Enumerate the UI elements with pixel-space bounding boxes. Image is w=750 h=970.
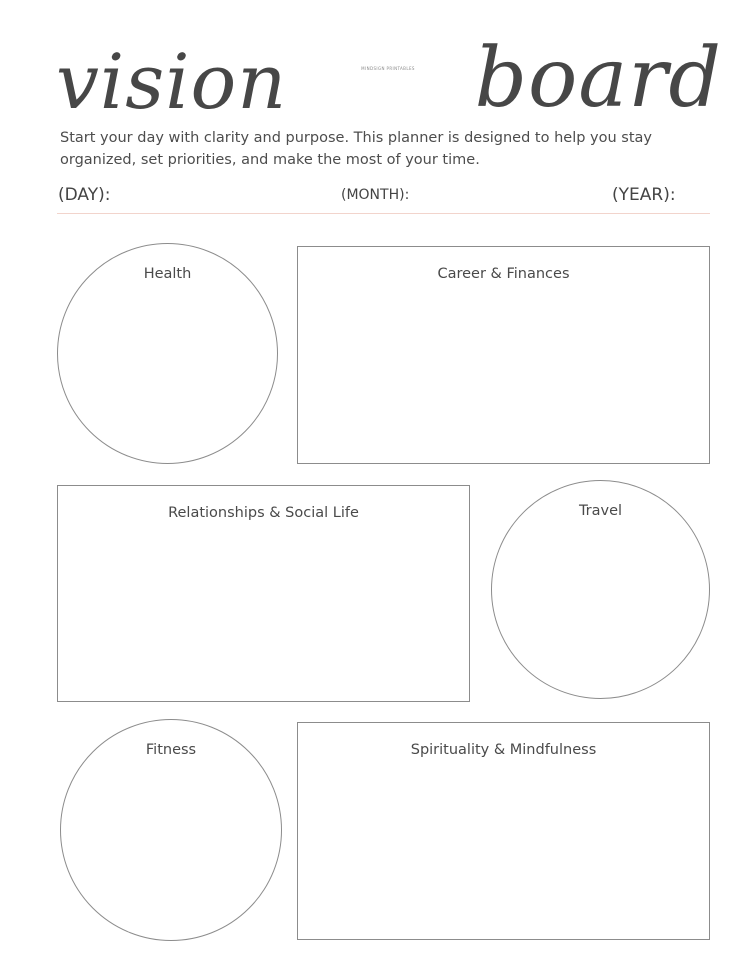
intro-text: Start your day with clarity and purpose. This planner is designed to help you stay organized, set priorities, and make the most of your time.	[60, 130, 652, 168]
fitness-circle	[60, 719, 282, 941]
year-field-label: (YEAR):	[612, 185, 676, 205]
day-field-label: (DAY):	[58, 185, 111, 205]
spirituality-label: Spirituality & Mindfulness	[410, 742, 597, 758]
health-label: Health	[143, 266, 192, 282]
career-finances-label: Career & Finances	[437, 266, 570, 282]
career-finances-box	[297, 246, 710, 464]
title-vision: vision	[56, 37, 288, 126]
health-circle	[57, 243, 278, 464]
spirituality-box	[297, 722, 710, 940]
relationships-label: Relationships & Social Life	[168, 505, 359, 521]
brand-mark: MINDSIGN PRINTABLES	[361, 66, 415, 71]
fitness-label: Fitness	[145, 742, 197, 758]
travel-label: Travel	[578, 503, 623, 519]
title-board: board	[474, 31, 722, 126]
travel-circle	[491, 480, 710, 699]
relationships-box	[57, 485, 470, 702]
month-field-label: (MONTH):	[341, 187, 410, 203]
date-divider	[57, 213, 710, 214]
